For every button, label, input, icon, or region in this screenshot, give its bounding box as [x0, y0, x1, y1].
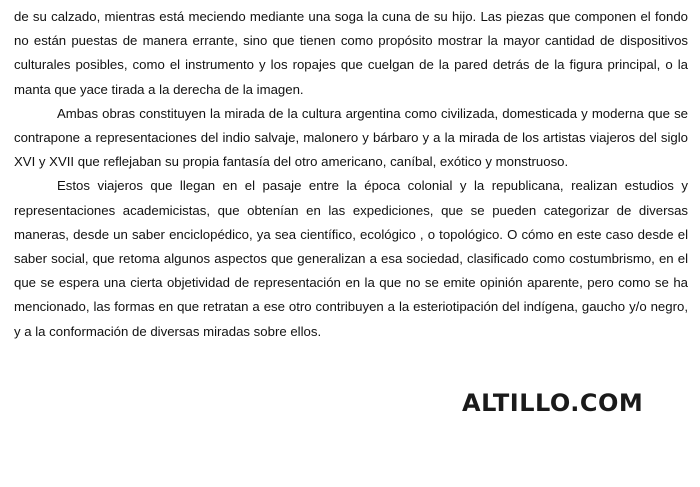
paragraph-2: Ambas obras constituyen la mirada de la cultura argentina como civilizada, domesticada y moderna que se contrapone a representaciones del indio salvaje, malonero y bárbaro y a la mirada de los artistas viajeros del siglo XVI y XVII que reflejaban su propia fantasía del otro americano, caníbal, exótico y monstruoso. [14, 105, 688, 170]
watermark-logo: ALTILLO.COM [462, 389, 644, 417]
paragraph-3: Estos viajeros que llegan en el pasaje entre la época colonial y la republicana, realizan estudios y representaciones academicistas, que obtenían en las expediciones, que se pueden categorizar de diversas maneras, desde un saber enciclopédico, ya sea científico, ecológico , o topológico. O cómo en este caso desde el saber social, que retoma algunos aspectos que generalizan a esa sociedad, clasificado como costumbrismo, en el que se espera una cierta objetividad de representación en la que no se emite opinión aparente, pero como se ha mencionado, las formas en que retratan a ese otro contribuyen a la esteriotipación del indígena, gaucho y/o negro, y a la conformación de diversas miradas sobre ellos. [14, 178, 688, 339]
document-body [14, 5, 688, 344]
paragraph-1: de su calzado, mientras está meciendo mediante una soga la cuna de su hijo. Las piezas que componen el fondo no están puestas de manera errante, sino que tienen como propósito mostrar la mayor cantidad de dispositivos culturales posibles, como el instrumento y los ropajes que cuelgan de la pared detrás de la figura principal, o la manta que yace tirada a la derecha de la imagen. [14, 9, 688, 97]
